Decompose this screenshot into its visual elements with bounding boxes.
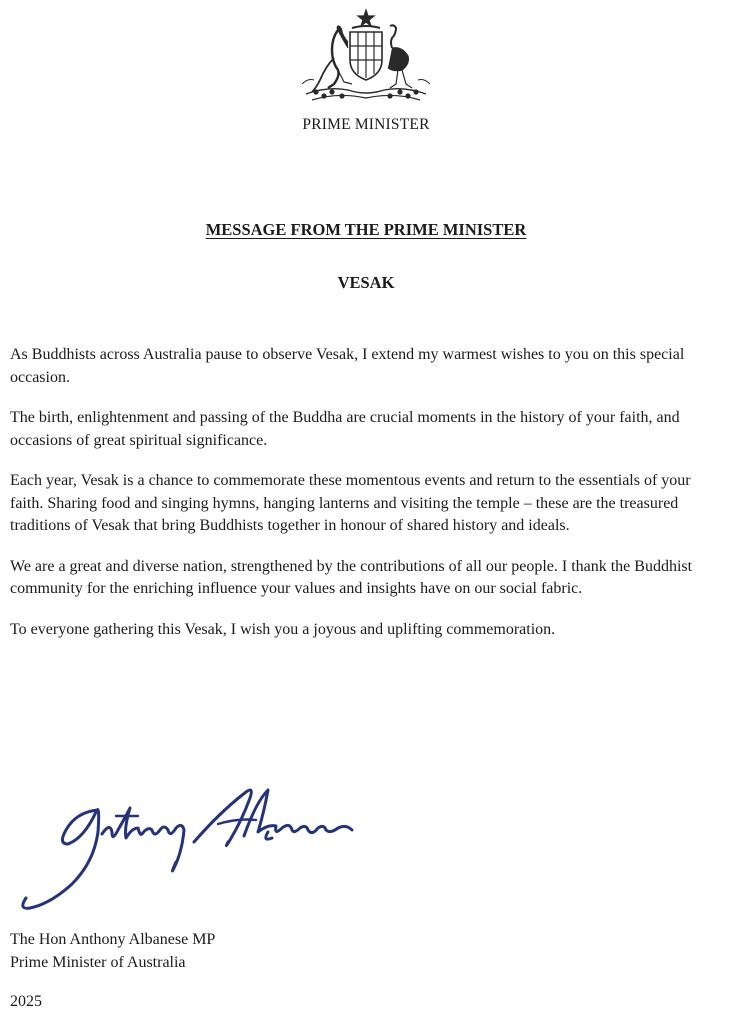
office-title: PRIME MINISTER [302, 116, 430, 133]
letter-body [10, 344, 726, 659]
handwritten-signature [6, 772, 366, 922]
paragraph: Each year, Vesak is a chance to commemorate these momentous events and return to the essentials of your faith. Sharing food and singing hymns, hanging lanterns and visiting the temple – these are the treasured traditions of Vesak that bring Buddhists together in honour of shared history and ideals. [10, 472, 691, 534]
message-subheading: VESAK [337, 273, 395, 292]
message-heading: MESSAGE FROM THE PRIME MINISTER [205, 220, 527, 239]
paragraph: The birth, enlightenment and passing of the Buddha are crucial moments in the history of your faith, and occasions of great spiritual significance. [10, 409, 680, 449]
signatory-block [10, 929, 215, 974]
paragraph: We are a great and diverse nation, strengthened by the contributions of all our people. I thank the Buddhist community for the enriching influence your values and insights have on our social fabric. [10, 557, 693, 597]
signatory-name: The Hon Anthony Albanese MP [10, 931, 216, 948]
letter-year: 2025 [10, 993, 42, 1010]
paragraph: To everyone gathering this Vesak, I wish you a joyous and uplifting commemoration. [10, 620, 556, 638]
signatory-title: Prime Minister of Australia [10, 953, 186, 971]
paragraph: As Buddhists across Australia pause to observe Vesak, I extend my warmest wishes to you on this special occasion. [10, 346, 685, 386]
coat-of-arms-icon [298, 8, 434, 108]
